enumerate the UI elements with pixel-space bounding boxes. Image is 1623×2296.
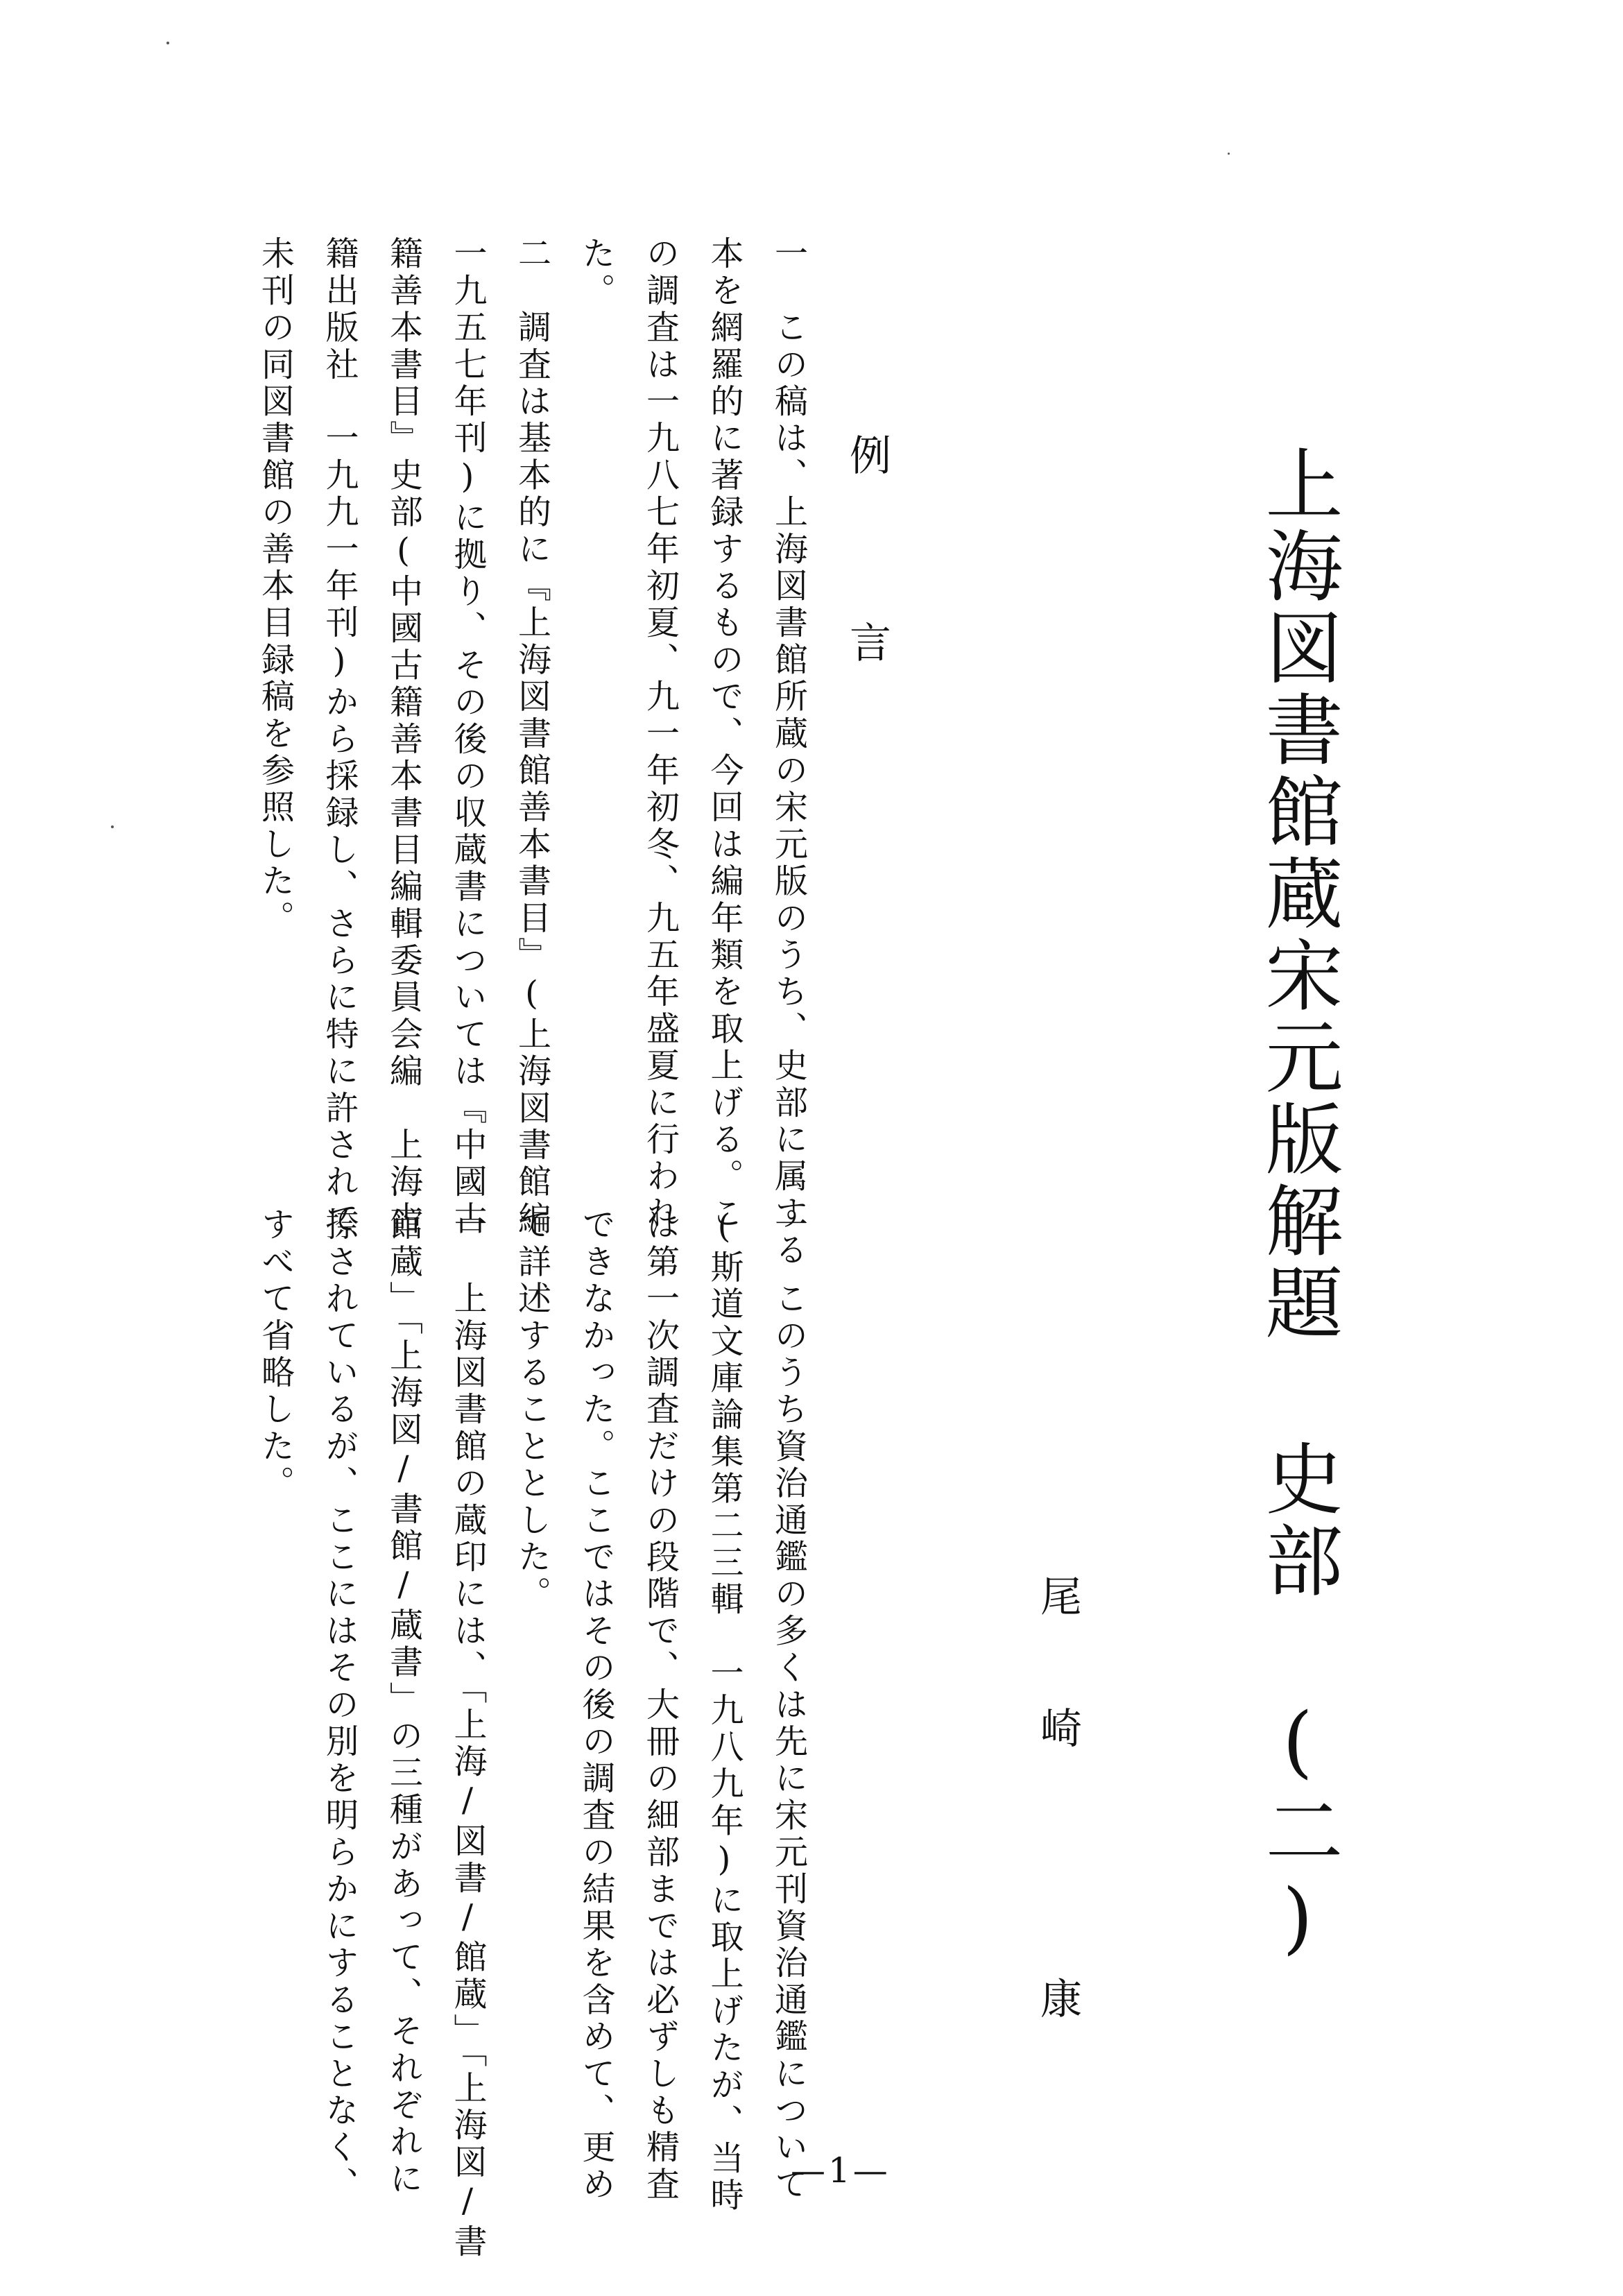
page-title: 上海図書館蔵宋元版解題 史部 (二) bbox=[1253, 444, 1343, 1967]
scan-speck bbox=[1228, 153, 1230, 155]
preface-heading: 例 言 bbox=[843, 434, 891, 711]
scan-speck bbox=[166, 42, 169, 44]
scan-speck bbox=[111, 825, 114, 828]
author-name: 尾崎 康 bbox=[1033, 1575, 1082, 2109]
page-number: —1— bbox=[791, 2150, 891, 2191]
preface-items-lower: 一 このうち資治通鑑の多くは先に宋元刊資治通鑑について (斯道文庫論集第二三輯 一九八九年)に取上げたが、当時 は第一次調査だけの段階で、大冊の細部までは必ずしも精査 できなかった。ここではその後の調査の結果を含めて、更め て詳述することとした。 一 上海図書館の蔵印には、「上海/図書/館蔵」「上海図/書 館蔵」「上海図/書館/蔵書」の三種があって、それぞれに 捺されているが、ここにはその別を明らかにすることなく、 すべて省略した。 bbox=[255, 1207, 808, 2261]
preface-items-upper: 一 この稿は、上海図書館所蔵の宋元版のうち、史部に属する 本を網羅的に著録するもので、今回は編年類を取上げる。こ の調査は一九八七年初夏、九一年初冬、九五年盛夏に行われ た。 二 調査は基本的に『上海図書館善本書目』(上海図書館編 一九五七年刊)に拠り、その後の収蔵書については『中國古 籍善本書目』史部(中國古籍善本書目編輯委員会編 上海古 籍出版社 一九九一年刊)から採録し、さらに特に許されて 未刊の同図書館の善本目録稿を参照した。 bbox=[255, 236, 808, 1269]
